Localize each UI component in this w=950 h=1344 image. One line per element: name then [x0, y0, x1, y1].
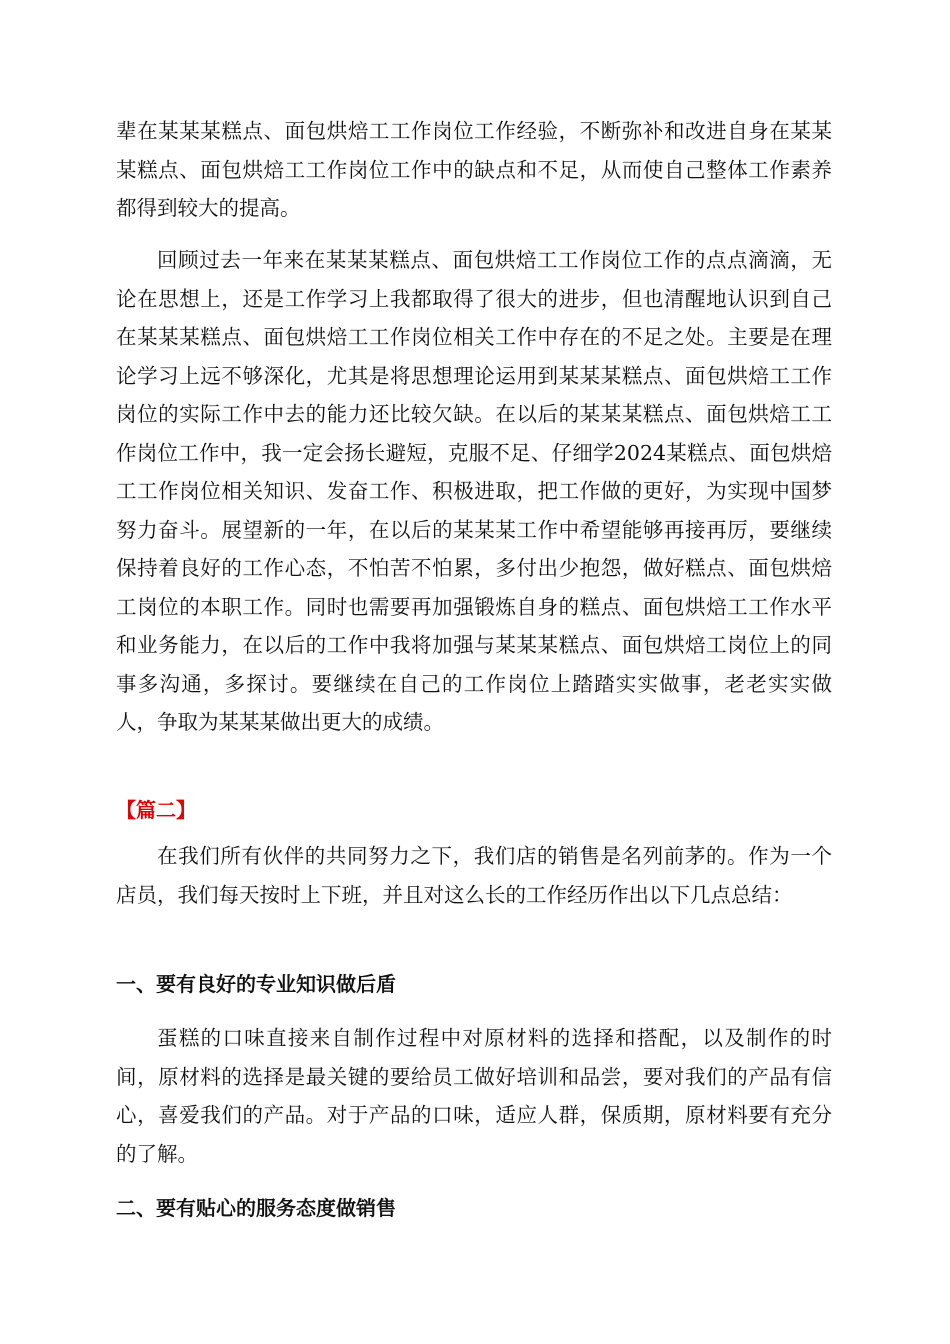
paragraph-sales-intro: 在我们所有伙伴的共同努力之下，我们店的销售是名列前茅的。作为一个店员，我们每天按时上下班，并且对这么长的工作经历作出以下几点总结： [116, 844, 832, 907]
heading-service-attitude: 二、要有贴心的服务态度做销售 [116, 1196, 396, 1220]
paragraph-intro-continuation: 辈在某某某糕点、面包烘焙工工作岗位工作经验，不断弥补和改进自身在某某某糕点、面包烘焙工工作岗位工作中的缺点和不足，从而使自己整体工作素养都得到较大的提高。 [116, 119, 832, 220]
paragraph-cake-taste: 蛋糕的口味直接来自制作过程中对原材料的选择和搭配，以及制作的时间，原材料的选择是最关键的要给员工做好培训和品尝，要对我们的产品有信心，喜爱我们的产品。对于产品的口味，适应人群，保质期，原材料要有充分的了解。 [116, 1026, 832, 1166]
paragraph-review: 回顾过去一年来在某某某糕点、面包烘焙工工作岗位工作的点点滴滴，无论在思想上，还是工作学习上我都取得了很大的进步，但也清醒地认识到自己在某某某糕点、面包烘焙工工作岗位相关工作中存在的不足之处。主要是在理论学习上远不够深化，尤其是将思想理论运用到某某某糕点、面包烘焙工工作岗位的实际工作中去的能力还比较欠缺。在以后的某某某糕点、面包烘焙工工作岗位工作中，我一定会扬长避短，克服不足、仔细学2024某糕点、面包烘焙工工作岗位相关知识、发奋工作、积极进取，把工作做的更好，为实现中国梦努力奋斗。展望新的一年，在以后的某某某工作中希望能够再接再厉，要继续保持着良好的工作心态，不怕苦不怕累，多付出少抱怨，做好糕点、面包烘焙工岗位的本职工作。同时也需要再加强锻炼自身的糕点、面包烘焙工工作水平和业务能力，在以后的工作中我将加强与某某某糕点、面包烘焙工岗位上的同事多沟通，多探讨。要继续在自己的工作岗位上踏踏实实做事，老老实实做人，争取为某某某做出更大的成绩。 [116, 248, 832, 734]
section-title: 【篇二】 [116, 798, 196, 822]
heading-professional-knowledge: 一、要有良好的专业知识做后盾 [116, 972, 396, 996]
